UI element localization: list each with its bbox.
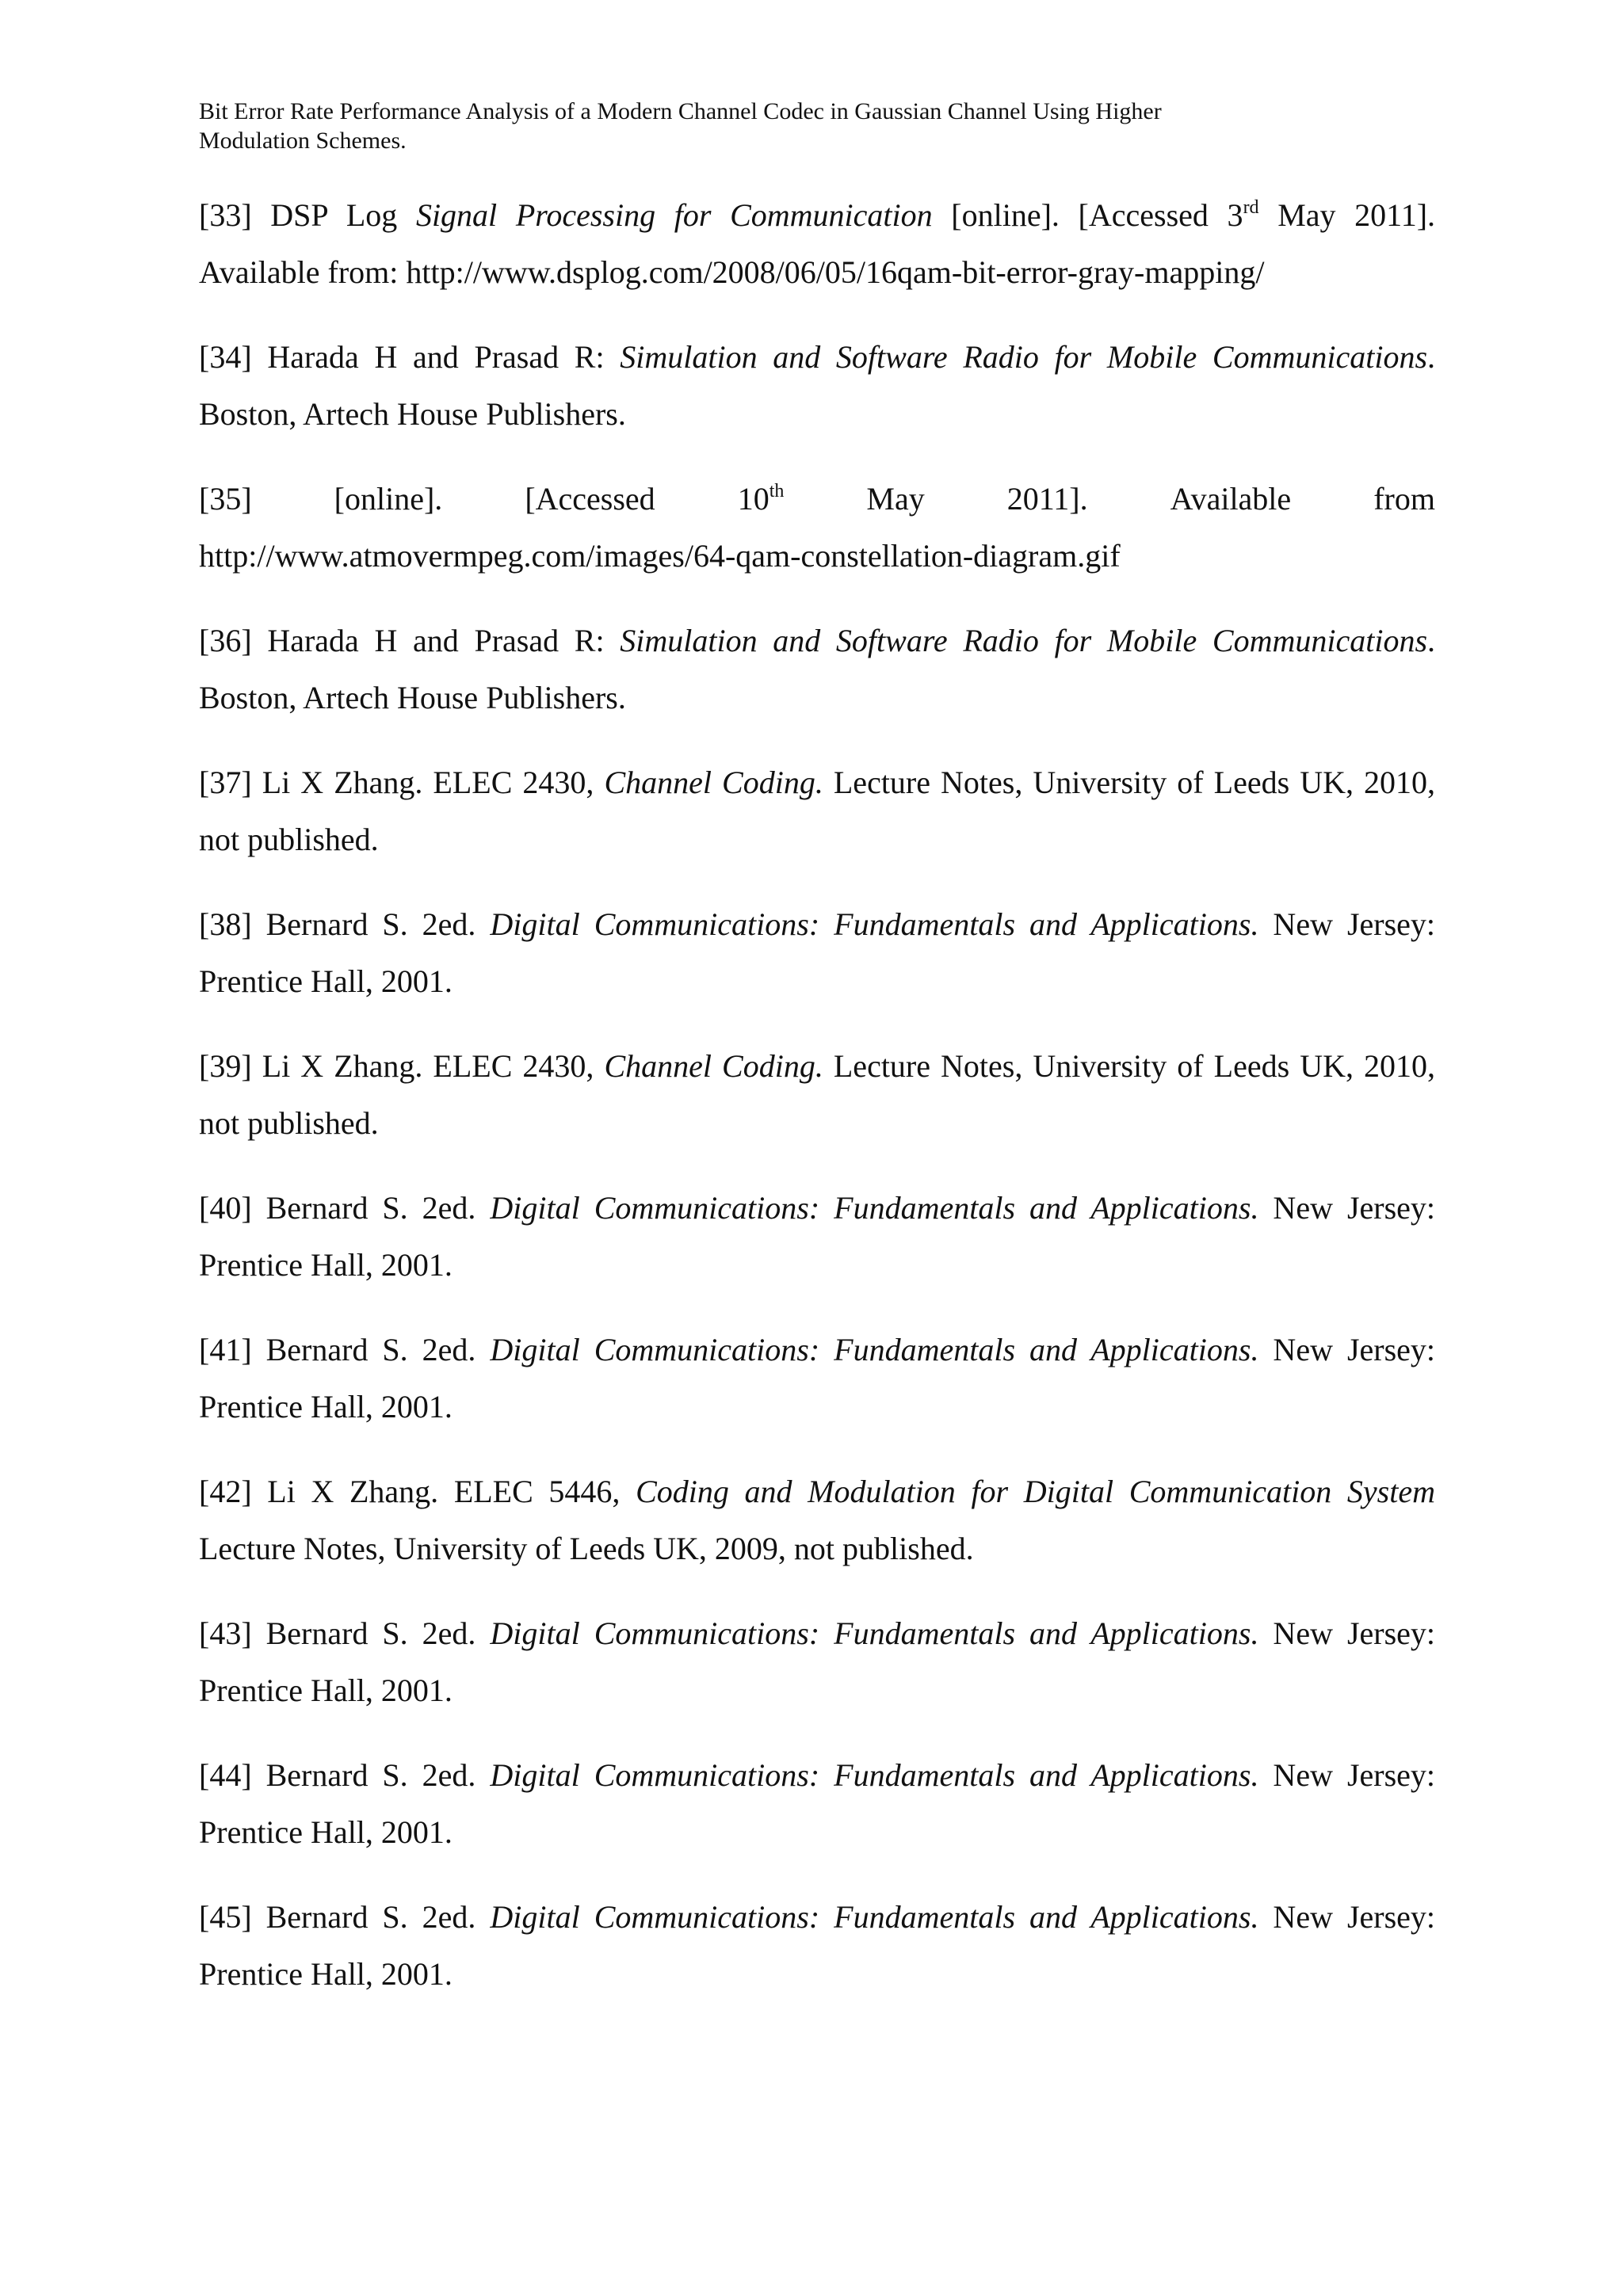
- reference-title: Channel Coding.: [604, 1048, 823, 1084]
- reference-title: Signal Processing for Communication: [415, 197, 933, 233]
- reference-43: [199, 1605, 1435, 1719]
- reference-number: [34]: [199, 339, 252, 375]
- reference-number: [37]: [199, 765, 252, 800]
- reference-list: [199, 187, 1435, 2031]
- reference-author: Li X Zhang. ELEC 5446,: [267, 1474, 636, 1509]
- running-header-line: Modulation Schemes.: [199, 128, 407, 154]
- reference-number: [35]: [199, 481, 252, 517]
- reference-text: Lecture Notes, University of Leeds UK, 2010, not published.: [199, 765, 1436, 857]
- reference-word: [online].: [334, 481, 443, 517]
- reference-45: [199, 1889, 1435, 2003]
- reference-37: [199, 754, 1435, 868]
- reference-text: [online]. [Accessed 3: [932, 197, 1243, 233]
- reference-title: Digital Communications: Fundamentals and Applications.: [490, 1615, 1259, 1651]
- reference-text: New Jersey: Prentice Hall, 2001.: [199, 1757, 1436, 1850]
- reference-number: [45]: [199, 1899, 252, 1935]
- reference-word: from: [1373, 481, 1435, 517]
- reference-36: [199, 612, 1435, 727]
- reference-title: Digital Communications: Fundamentals and Applications.: [490, 1332, 1259, 1367]
- ordinal-suffix: rd: [1243, 197, 1259, 218]
- reference-40: [199, 1180, 1435, 1294]
- reference-35-line-1: [199, 471, 1435, 528]
- reference-number: [44]: [199, 1757, 252, 1793]
- reference-title: Digital Communications: Fundamentals and Applications.: [490, 1899, 1259, 1935]
- reference-title: Channel Coding.: [604, 765, 823, 800]
- reference-number: [40]: [199, 1190, 252, 1226]
- reference-title: Digital Communications: Fundamentals and Applications.: [490, 1190, 1259, 1226]
- reference-42: [199, 1463, 1435, 1577]
- reference-author: Harada H and Prasad R:: [267, 623, 621, 658]
- reference-34: [199, 329, 1435, 443]
- reference-number: [39]: [199, 1048, 252, 1084]
- reference-number: [43]: [199, 1615, 252, 1651]
- reference-text: Lecture Notes, University of Leeds UK, 2009, not published.: [199, 1531, 974, 1566]
- reference-url-text: http://www.atmovermpeg.com/images/64-qam-constellation-diagram.gif: [199, 538, 1121, 574]
- reference-title: Coding and Modulation for Digital Communication System: [636, 1474, 1435, 1509]
- reference-author: Bernard S. 2ed.: [265, 1190, 491, 1226]
- reference-author: Li X Zhang. ELEC 2430,: [262, 1048, 605, 1084]
- reference-url-text: May 2011]. Available from: http://www.dsplog.com/2008/06/05/16qam-bit-error-gray-mapping/: [199, 197, 1436, 290]
- reference-author: Harada H and Prasad R:: [267, 339, 621, 375]
- reference-text: . Boston, Artech House Publishers.: [199, 623, 1436, 715]
- reference-title: Simulation and Software Radio for Mobile Communications: [620, 339, 1428, 375]
- reference-number: [42]: [199, 1474, 252, 1509]
- reference-35: [199, 471, 1435, 585]
- reference-38: [199, 896, 1435, 1010]
- ordinal-suffix: th: [769, 481, 785, 502]
- reference-word: [Accessed: [525, 481, 655, 517]
- reference-title: Simulation and Software Radio for Mobile Communications: [620, 623, 1428, 658]
- reference-41: [199, 1322, 1435, 1436]
- reference-text: Lecture Notes, University of Leeds UK, 2010, not published.: [199, 1048, 1436, 1141]
- reference-text: New Jersey: Prentice Hall, 2001.: [199, 1332, 1436, 1425]
- reference-text: New Jersey: Prentice Hall, 2001.: [199, 1615, 1436, 1708]
- reference-author: Bernard S. 2ed.: [265, 1615, 491, 1651]
- running-header-line: Bit Error Rate Performance Analysis of a Modern Channel Codec in Gaussian Channel Using Higher: [199, 98, 1162, 124]
- reference-author: DSP Log: [270, 197, 416, 233]
- reference-word: 10th: [737, 481, 785, 517]
- reference-author: Bernard S. 2ed.: [265, 1757, 491, 1793]
- reference-author: Li X Zhang. ELEC 2430,: [262, 765, 605, 800]
- reference-39: [199, 1038, 1435, 1152]
- reference-number: [38]: [199, 906, 252, 942]
- reference-number: [33]: [199, 197, 252, 233]
- reference-author: Bernard S. 2ed.: [265, 1332, 491, 1367]
- reference-text: New Jersey: Prentice Hall, 2001.: [199, 1190, 1436, 1283]
- reference-word: May: [866, 481, 925, 517]
- reference-text: . Boston, Artech House Publishers.: [199, 339, 1436, 432]
- reference-number: [41]: [199, 1332, 252, 1367]
- reference-number: [36]: [199, 623, 252, 658]
- reference-text: New Jersey: Prentice Hall, 2001.: [199, 906, 1436, 999]
- reference-title: Digital Communications: Fundamentals and Applications.: [490, 1757, 1259, 1793]
- running-header: [199, 97, 1435, 155]
- reference-word: 2011].: [1006, 481, 1088, 517]
- reference-title: Digital Communications: Fundamentals and Applications.: [490, 906, 1259, 942]
- reference-author: Bernard S. 2ed.: [265, 1899, 491, 1935]
- reference-33: [199, 187, 1435, 301]
- reference-author: Bernard S. 2ed.: [265, 906, 491, 942]
- reference-text: New Jersey: Prentice Hall, 2001.: [199, 1899, 1436, 1992]
- reference-44: [199, 1747, 1435, 1861]
- reference-word: Available: [1170, 481, 1292, 517]
